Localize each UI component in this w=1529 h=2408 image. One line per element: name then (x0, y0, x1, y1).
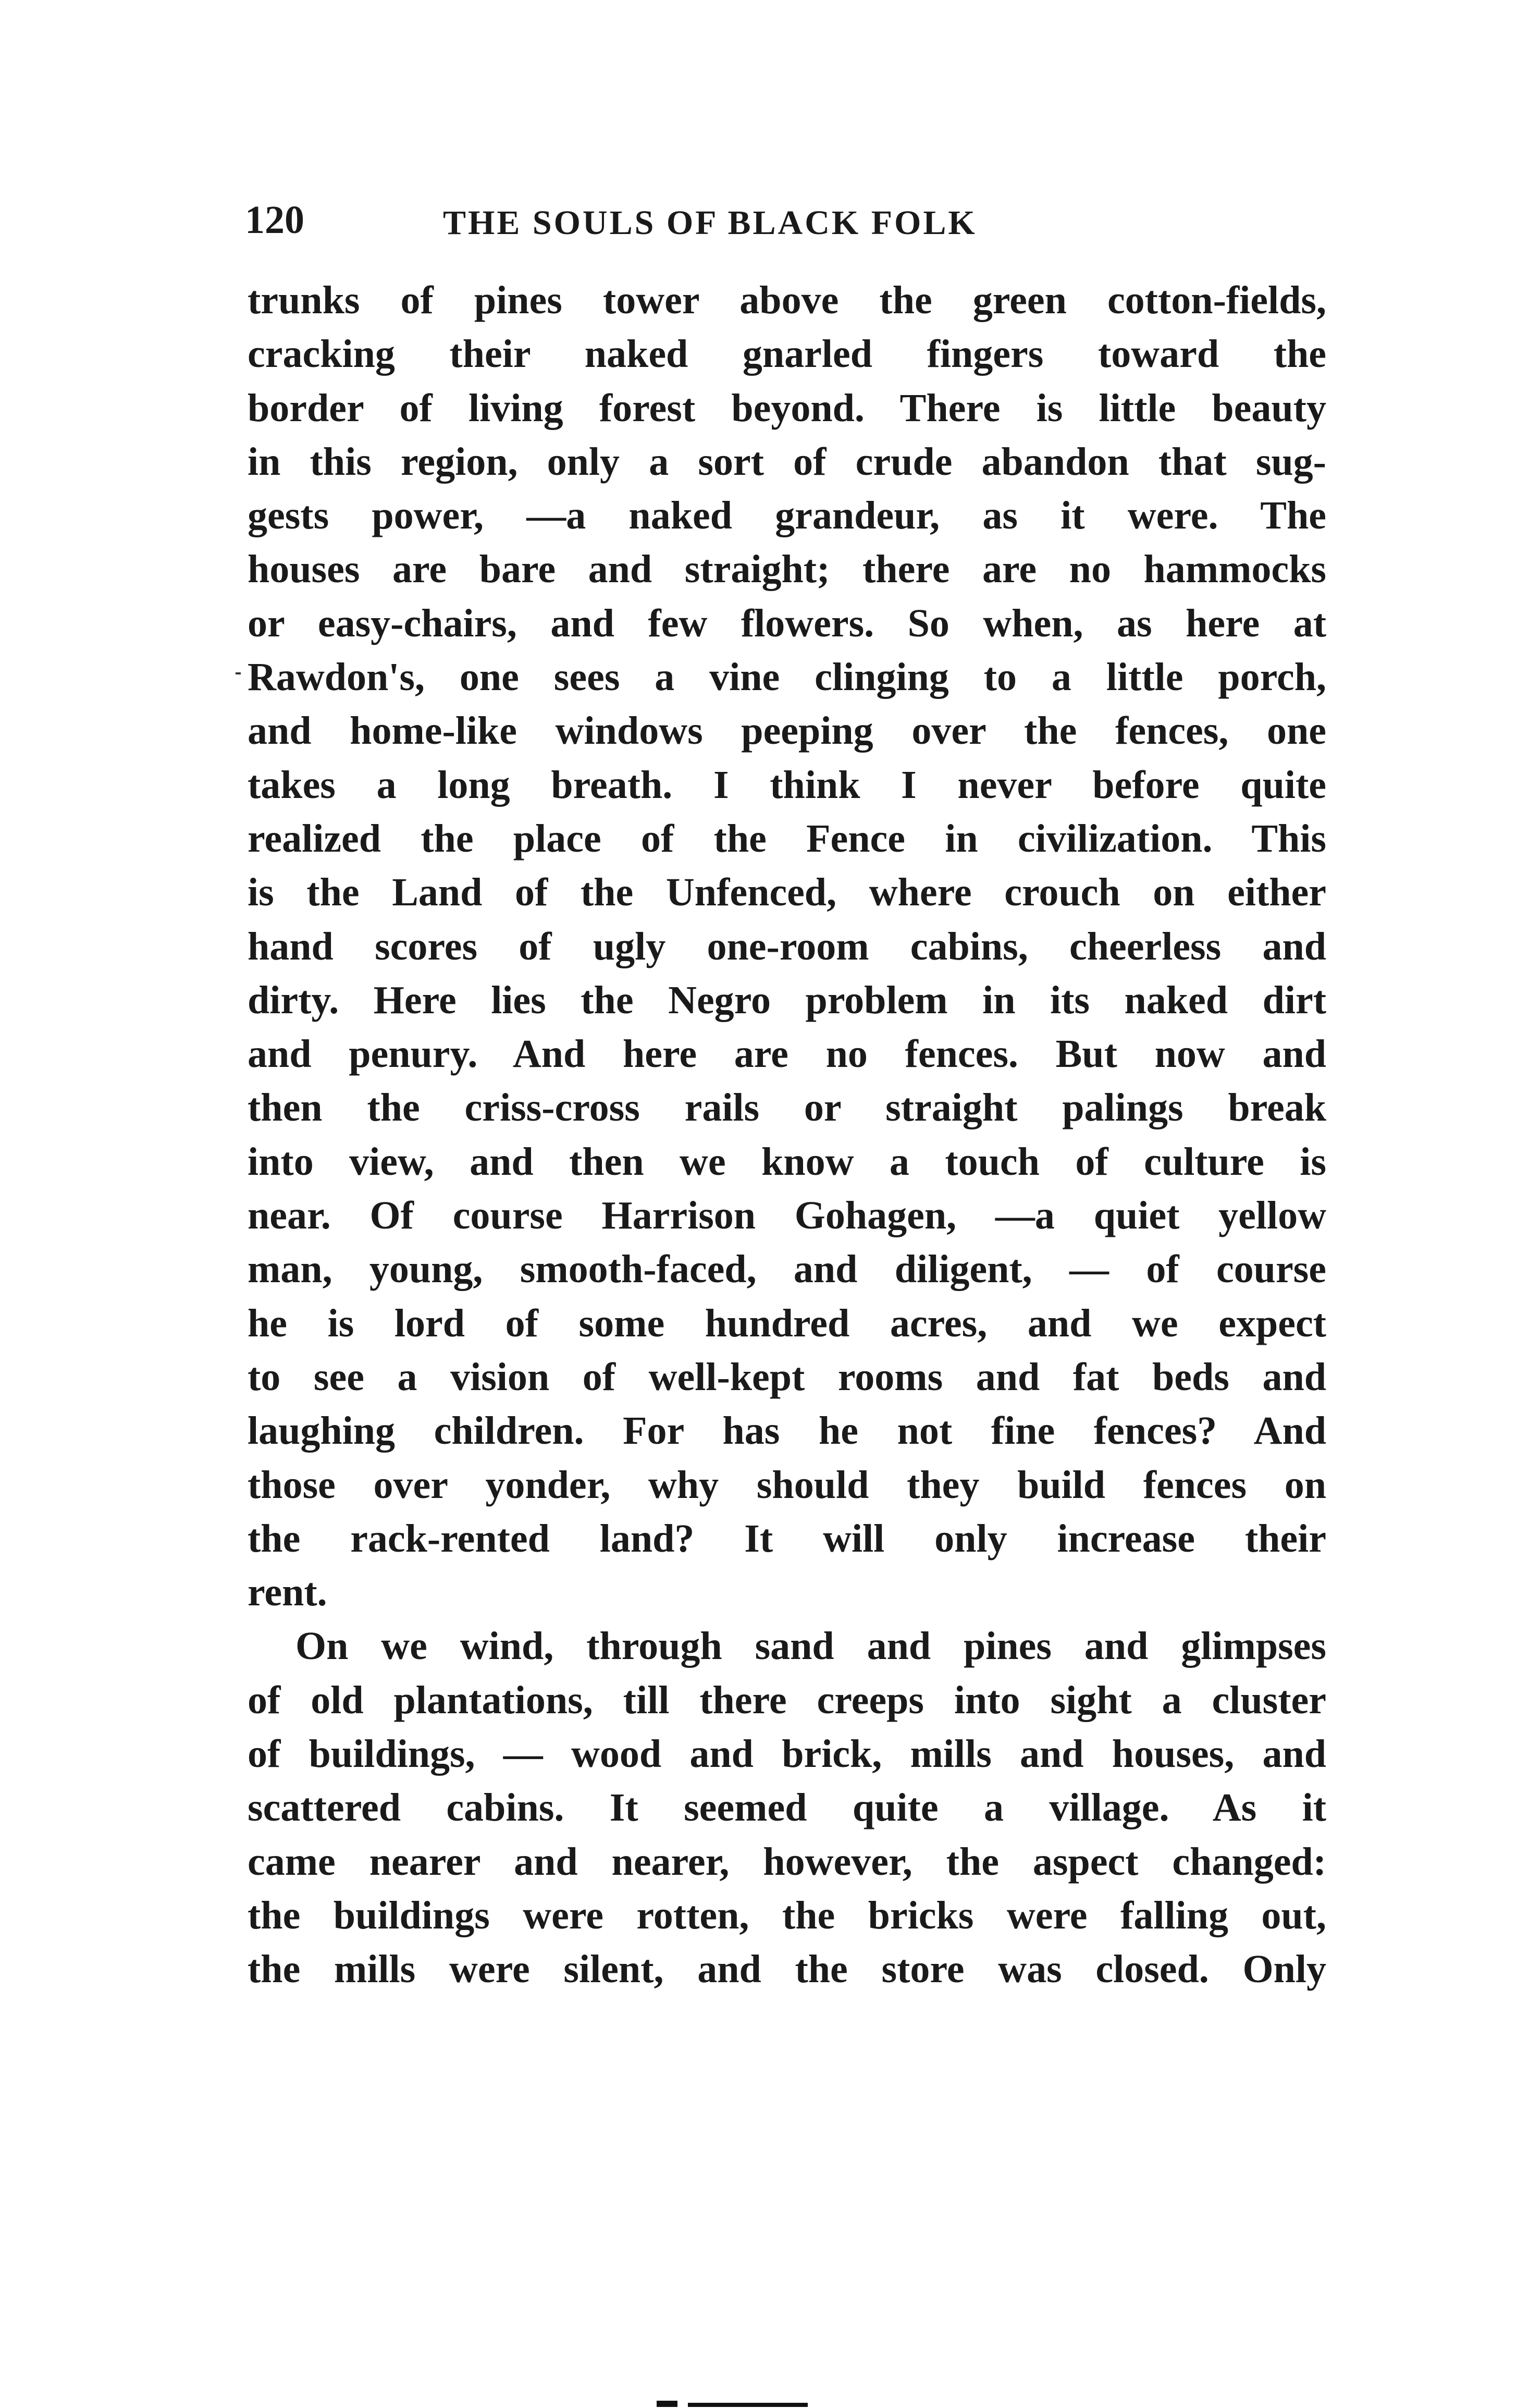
text-line: On we wind, through sand and pines and glimpses (295, 1624, 1326, 1668)
paragraph (248, 274, 1326, 1619)
text-line: or easy-chairs, and few flowers. So when, as here at (248, 601, 1326, 645)
text-line: near. Of course Harrison Gohagen, —a quiet yellow (248, 1194, 1326, 1238)
text-line: to see a vision of well-kept rooms and fat beds and (248, 1355, 1326, 1399)
body-text (248, 274, 1326, 1997)
text-line: came nearer and nearer, however, the aspect changed: (248, 1839, 1326, 1884)
running-title: THE SOULS OF BLACK FOLK (443, 204, 977, 242)
text-line: gests power, —a naked grandeur, as it were. The (248, 494, 1326, 538)
text-line: border of living forest beyond. There is little beauty (248, 386, 1326, 430)
text-line: Rawdon's, one sees a vine clinging to a little porch, (248, 655, 1326, 699)
text-line: and penury. And here are no fences. But now and (248, 1032, 1326, 1076)
margin-mark (236, 672, 241, 674)
text-line: laughing children. For has he not fine fences? And (248, 1409, 1326, 1453)
text-line: trunks of pines tower above the green cotton-fields, (248, 278, 1326, 322)
text-line: he is lord of some hundred acres, and we expect (248, 1301, 1326, 1345)
text-line: then the criss-cross rails or straight palings break (248, 1086, 1326, 1130)
text-line: the rack-rented land? It will only increase their (248, 1516, 1326, 1561)
text-line: cracking their naked gnarled fingers toward the (248, 332, 1326, 376)
running-head (245, 194, 1329, 246)
text-line: of old plantations, till there creeps into sight a cluster (248, 1678, 1326, 1722)
paragraph (248, 1619, 1326, 1996)
text-line: man, young, smooth-faced, and diligent, — of course (248, 1247, 1326, 1292)
text-line: realized the place of the Fence in civilization. This (248, 816, 1326, 861)
text-line: takes a long breath. I think I never before quite (248, 763, 1326, 807)
text-line: houses are bare and straight; there are no hammocks (248, 547, 1326, 592)
text-line: scattered cabins. It seemed quite a village. As it (248, 1786, 1326, 1830)
text-line: in this region, only a sort of crude abandon that sug- (248, 439, 1326, 484)
page-number: 120 (245, 198, 304, 242)
text-line: the mills were silent, and the store was closed. Only (248, 1947, 1326, 1992)
text-line: into view, and then we know a touch of culture is (248, 1139, 1326, 1184)
text-line: of buildings, — wood and brick, mills and houses, and (248, 1732, 1326, 1776)
text-line: is the Land of the Unfenced, where crouch on either (248, 870, 1326, 915)
text-line: the buildings were rotten, the bricks were falling out, (248, 1893, 1326, 1937)
text-line: dirty. Here lies the Negro problem in its naked dirt (248, 978, 1326, 1022)
text-line: and home-like windows peeping over the fences, one (248, 709, 1326, 753)
text-line: those over yonder, why should they build fences on (248, 1463, 1326, 1507)
text-line: hand scores of ugly one-room cabins, cheerless and (248, 924, 1326, 968)
text-line: rent. (248, 1570, 327, 1615)
